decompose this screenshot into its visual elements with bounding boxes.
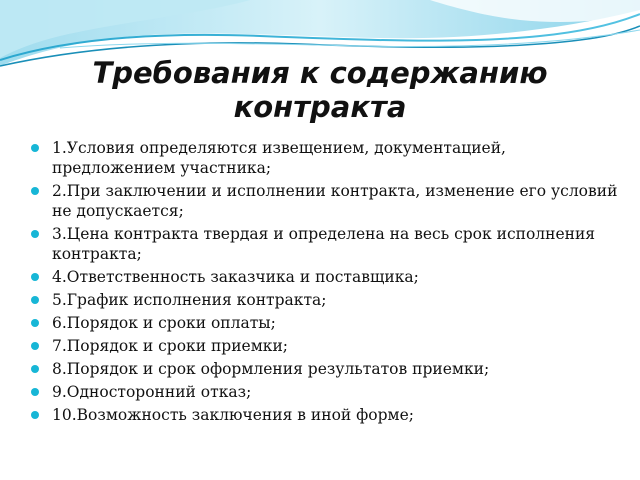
list-item <box>34 138 630 178</box>
list-item <box>34 382 630 402</box>
bullet-dot-icon <box>31 230 39 238</box>
bullet-dot-icon <box>31 296 39 304</box>
bullet-dot-icon <box>31 273 39 281</box>
list-item <box>34 359 630 379</box>
bullet-dot-icon <box>31 144 39 152</box>
bullet-dot-icon <box>31 187 39 195</box>
list-item <box>34 313 630 333</box>
bullet-dot-icon <box>31 388 39 396</box>
bullet-dot-icon <box>31 411 39 419</box>
bullet-dot-icon <box>31 319 39 327</box>
list-item <box>34 224 630 264</box>
list-item-text: 7.Порядок и сроки приемки; <box>52 337 289 355</box>
list-item-text: 3.Цена контракта твердая и определена на весь срок исполнения контракта; <box>52 225 596 263</box>
list-item-text: 1.Условия определяются извещением, документацией, предложением участника; <box>52 139 506 177</box>
list-item-text: 9.Односторонний отказ; <box>52 383 252 401</box>
list-item-text: 10.Возможность заключения в иной форме; <box>52 406 415 424</box>
bullet-dot-icon <box>31 365 39 373</box>
bullet-list <box>34 138 630 428</box>
list-item <box>34 336 630 356</box>
list-item-text: 8.Порядок и срок оформления результатов приемки; <box>52 360 490 378</box>
list-item-text: 5.График исполнения контракта; <box>52 291 327 309</box>
list-item <box>34 181 630 221</box>
list-item <box>34 267 630 287</box>
list-item <box>34 405 630 425</box>
list-item-text: 4.Ответственность заказчика и поставщика; <box>52 268 419 286</box>
list-item-text: 6.Порядок и сроки оплаты; <box>52 314 276 332</box>
list-item <box>34 290 630 310</box>
bullet-dot-icon <box>31 342 39 350</box>
slide-title: Требования к содержанию контракта <box>92 56 548 124</box>
list-item-text: 2.При заключении и исполнении контракта, изменение его условий не допускается; <box>52 182 618 220</box>
